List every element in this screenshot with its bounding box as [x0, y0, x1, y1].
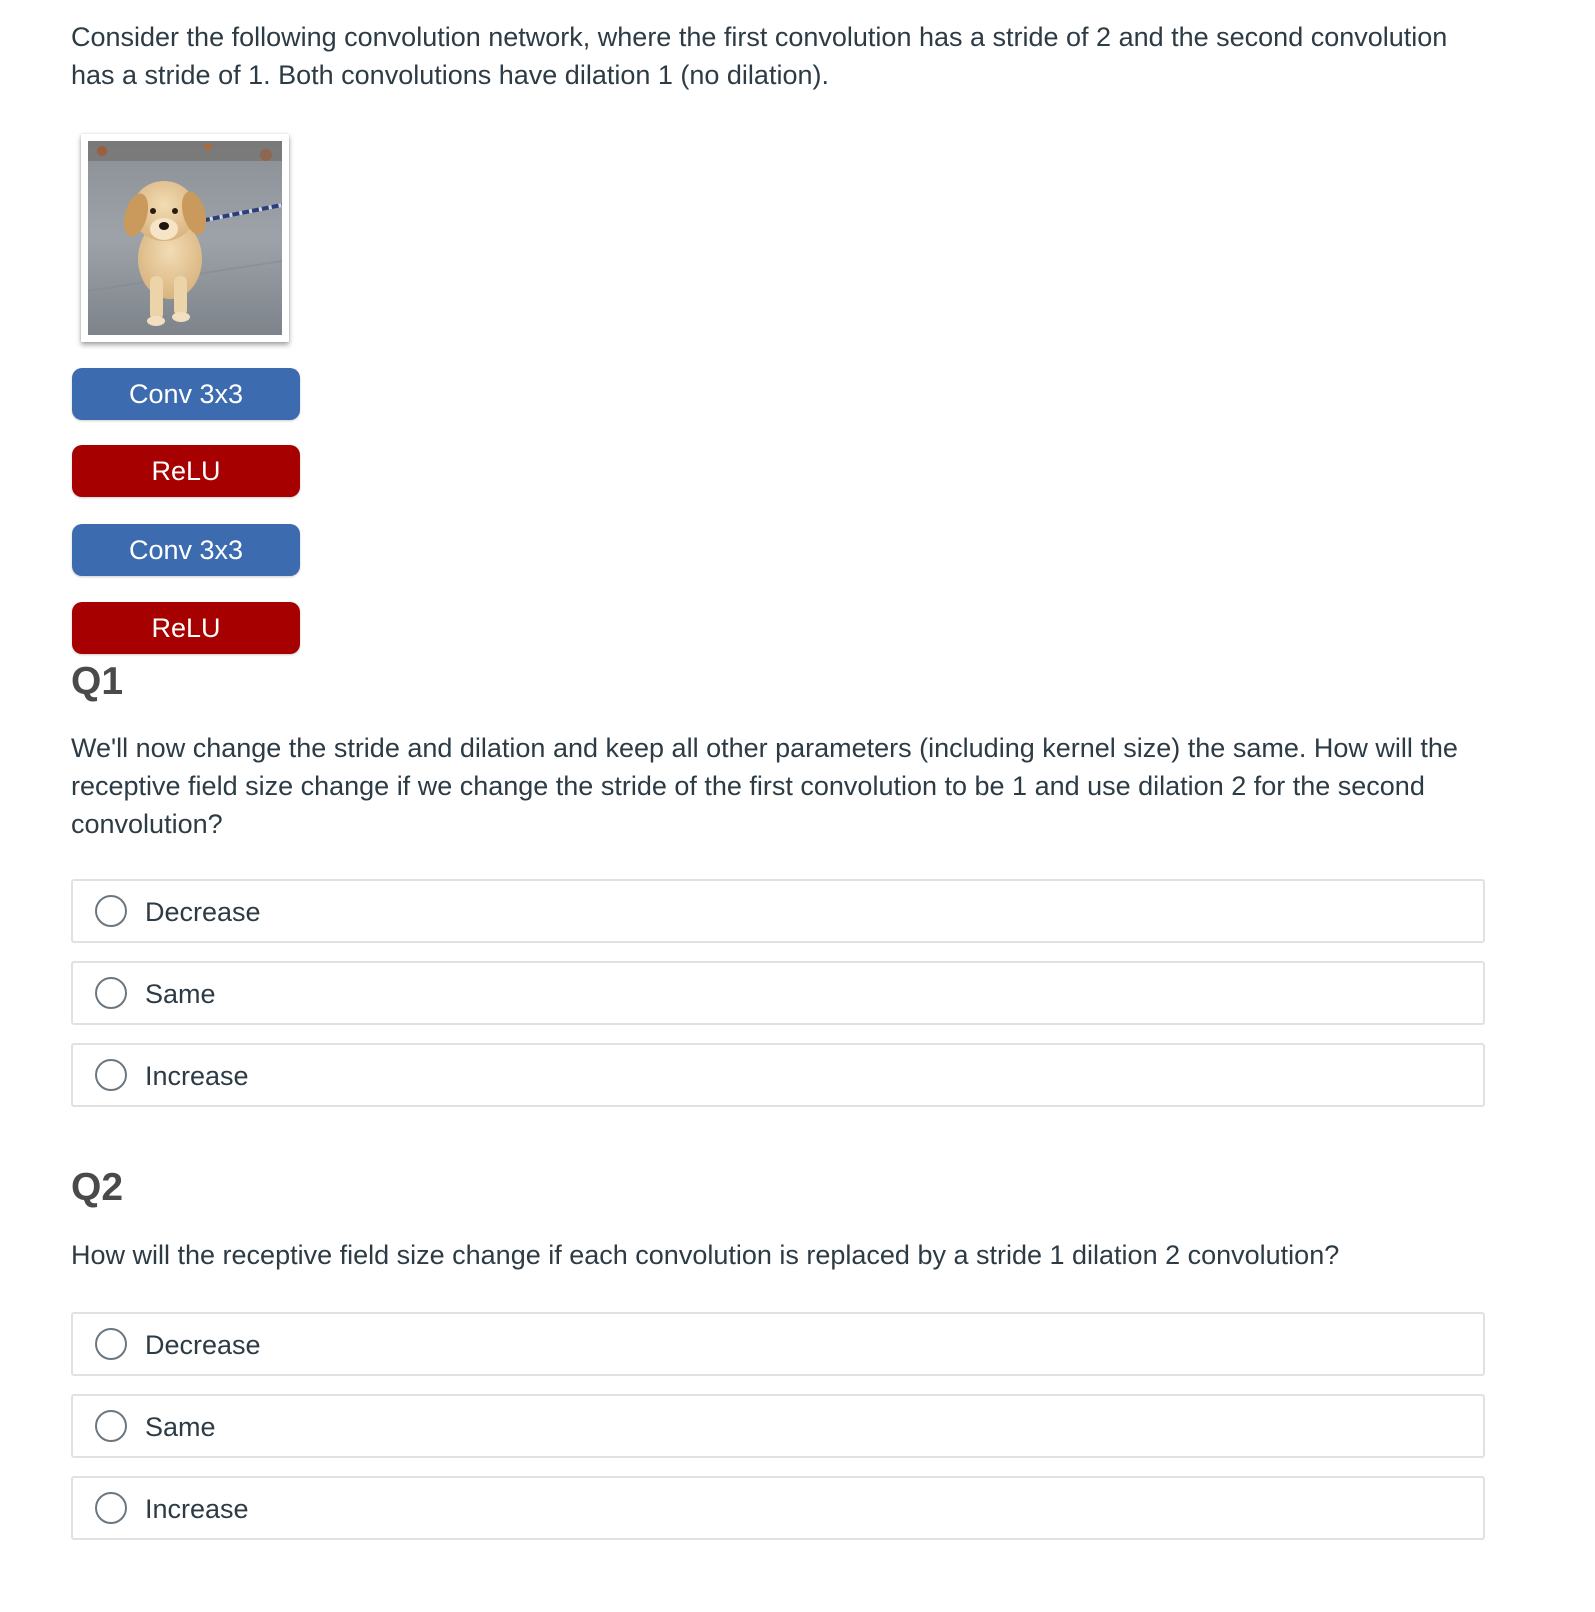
- q1-title: Q1: [71, 660, 124, 703]
- conv-3x3-layer-2: Conv 3x3: [72, 524, 300, 576]
- q2-option-same[interactable]: [71, 1394, 1485, 1458]
- radio-button[interactable]: [95, 1328, 127, 1360]
- radio-button[interactable]: [95, 1059, 127, 1091]
- q2-text: How will the receptive field size change if each convolution is replaced by a stride 1 dilation 2 convolution?: [71, 1240, 1340, 1270]
- radio-button[interactable]: [95, 977, 127, 1009]
- q1-option-increase[interactable]: [71, 1043, 1485, 1107]
- puppy-illustration: [88, 141, 282, 335]
- q1-text: We'll now change the stride and dilation and keep all other parameters (including kernel size) the same. How will the receptive field size change if we change the stride of the first convolution to be 1 and use dilation 2 for the second convolution?: [71, 733, 1458, 839]
- relu-layer-1: ReLU: [72, 445, 300, 497]
- q1-option-decrease[interactable]: [71, 879, 1485, 943]
- q2-option-increase[interactable]: [71, 1476, 1485, 1540]
- relu-layer-2: ReLU: [72, 602, 300, 654]
- puppy-image: [81, 134, 289, 342]
- q1-option-same[interactable]: [71, 961, 1485, 1025]
- radio-button[interactable]: [95, 1410, 127, 1442]
- option-label: Same: [145, 979, 216, 1009]
- q2-option-decrease[interactable]: [71, 1312, 1485, 1376]
- intro-text: Consider the following convolution network, where the first convolution has a stride of 2 and the second convolution has a stride of 1. Both convolutions have dilation 1 (no dilation).: [71, 22, 1448, 90]
- q2-title: Q2: [71, 1166, 124, 1209]
- option-label: Decrease: [145, 1330, 261, 1360]
- conv-3x3-layer-1: Conv 3x3: [72, 368, 300, 420]
- radio-button[interactable]: [95, 895, 127, 927]
- option-label: Increase: [145, 1494, 249, 1524]
- radio-button[interactable]: [95, 1492, 127, 1524]
- option-label: Same: [145, 1412, 216, 1442]
- option-label: Decrease: [145, 897, 261, 927]
- option-label: Increase: [145, 1061, 249, 1091]
